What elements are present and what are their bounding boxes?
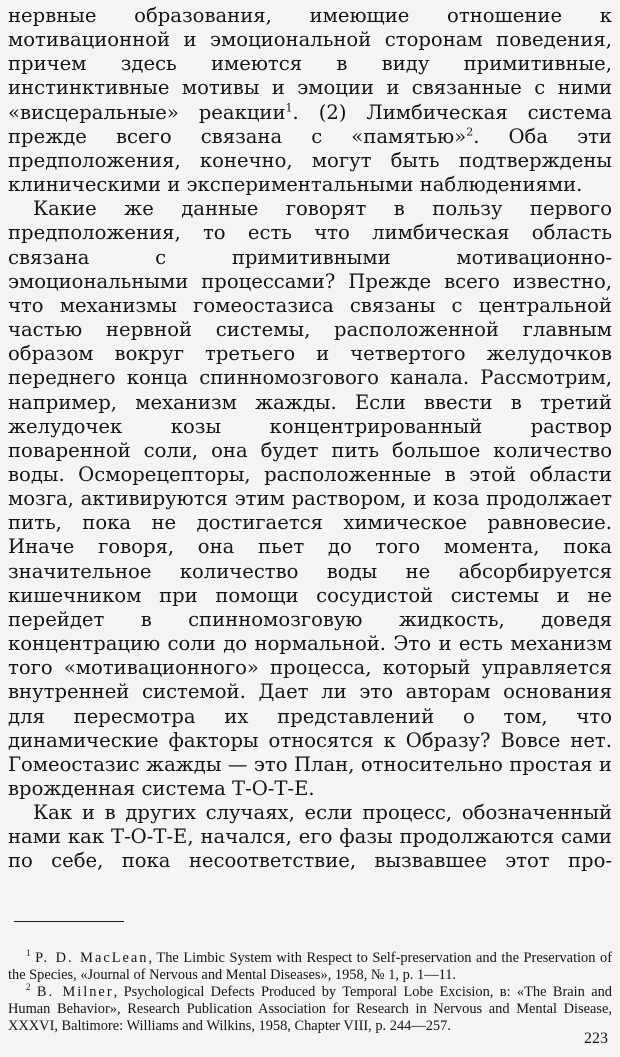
paragraph [8,4,612,197]
footnote-text: , Psychological Defects Produced by Temporal Lobe Excision, в: «The Brain and Human Behavior», Research Publication Association for Research in Nervous and Mental Disease, XXXVI, Baltimore: Williams and Wilkins, 1958, Chapter VIII, p. 244—257. [8,984,612,1035]
footnote-text: , The Limbic System with Respect to Self-preservation and the Preservation of the Species, «Journal of Nervous and Mental Diseases», 1958, № 1, p. 1—11. [8,949,612,983]
footnote [8,984,612,1036]
footnotes [8,947,612,1036]
footnote-mark: 1 [26,947,31,958]
main-text [8,4,612,874]
paragraph-text: Какие же данные говорят в пользу первого предположения, то есть что лимбическая область связана с примитивными мотивационно-эмоциональными процессами? Прежде всего известно, что механизмы гомеостазиса связаны с центральной частью нервной системы, расположенной главным образом вокруг третьего и четвертого желудочков переднего конца спинномозгового канала. Рассмотрим, например, механизм жажды. Если ввести в третий желудочек козы концентрированный раствор поваренной соли, она будет пить большое количество воды. Осморецепторы, расположенные в этой области мозга, активируются этим раствором, и коза продолжает пить, пока не достигается химическое равновесие. Иначе говоря, она пьет до того момента, пока значительное количество воды не абсорбируется кишечником при помощи сосудистой системы и не перейдет в спинномозговую жидкость, доведя концентрацию соли до нормальной. Это и есть механизм того «мотивационного» процесса, который управляется внутренней системой. Дает ли это авторам основания для пересмотра их представлений о том, что динамические факторы относятся к Образу? Вовсе нет. Гомеостазис жажды — это План, относительно простая и врожденная система Т-О-Т-Е. [8,197,612,800]
footnote-divider [14,921,124,922]
footnote-author: P. D. MacLean [35,949,149,966]
footnote-reference[interactable]: 1 [285,101,293,115]
paragraph [8,801,612,873]
footnote-reference[interactable]: 2 [466,125,474,139]
page-number: 223 [584,1030,608,1047]
paragraph-text: нервные образования, имеющие отношение к мотивационной и эмоциональной сторонам поведения, причем здесь имеются в виду примитивные, инстинктивные мотивы и эмоции и связанные с ними «висцеральные» реакции [8,4,612,124]
footnote-author: B. Milner [36,984,114,1001]
paragraph-text: Как и в других случаях, если процесс, обозначенный нами как Т-О-Т-Е, начался, его фазы продолжаются сами по себе, пока несоответствие, вызвавшее этот про- [8,801,612,873]
paragraph [8,197,612,801]
paragraph-text: . Оба эти предположения, конечно, могут быть подтверждены клиническими и экспериментальными наблюдениями. [8,124,612,197]
footnote [8,947,612,984]
paragraph-text: . (2) Лимбическая система прежде всего связана с «памятью» [8,100,612,148]
footnote-mark: 2 [26,982,31,993]
